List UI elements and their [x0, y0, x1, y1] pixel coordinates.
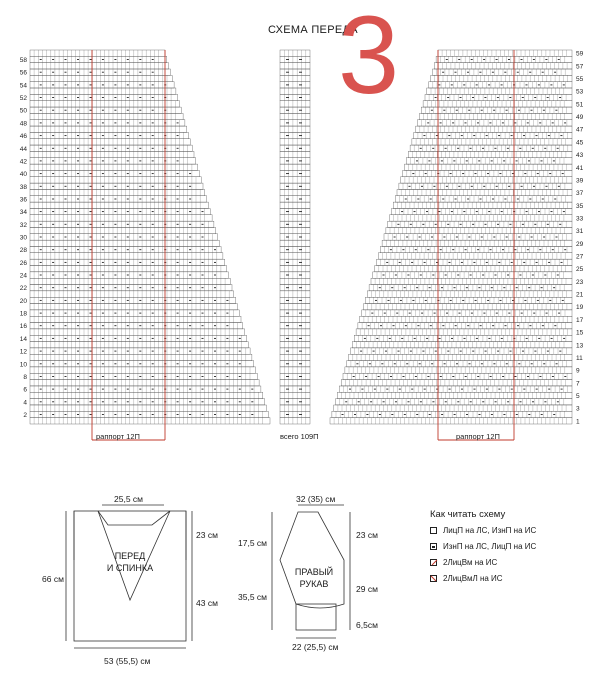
slash-right-square-icon — [430, 559, 437, 566]
sleeve-left-bottom: 35,5 см — [238, 592, 267, 602]
row-label-left: 56 — [19, 69, 27, 77]
row-label-left: 26 — [19, 259, 27, 267]
front-neck-width: 25,5 см — [114, 494, 143, 504]
row-label-left: 38 — [19, 183, 27, 191]
row-label-left: 50 — [19, 107, 27, 115]
legend-item-label: 2ЛицВм на ИС — [443, 558, 498, 567]
row-label-right: 1 — [576, 418, 580, 426]
pattern-number: 3 — [338, 0, 400, 117]
row-label-right: 43 — [576, 152, 584, 160]
row-label-left: 8 — [23, 374, 27, 381]
row-label-left: 14 — [19, 335, 27, 343]
body-neck-top — [98, 511, 170, 525]
row-label-right: 49 — [576, 114, 584, 122]
row-label-right: 27 — [576, 253, 584, 261]
legend-item-ssk — [430, 574, 503, 583]
sleeve-top-width: 32 (35) см — [296, 494, 336, 504]
front-back-label-2: И СПИНКА — [106, 563, 154, 573]
body-rect — [74, 511, 186, 641]
rapport-left-label: раппорт 12П — [96, 432, 140, 441]
total-stitches-label: всего 109П — [280, 432, 319, 441]
row-label-left: 30 — [19, 234, 27, 242]
legend-item-label: ЛицП на ЛС, ИзнП на ИС — [443, 526, 537, 535]
row-label-left: 18 — [19, 310, 27, 318]
row-label-right: 41 — [576, 164, 584, 172]
front-bottom-width: 53 (55,5) см — [104, 656, 151, 666]
row-label-right: 29 — [576, 240, 584, 248]
sleeve-label-1: ПРАВЫЙ — [294, 567, 334, 577]
row-label-left: 22 — [19, 285, 27, 293]
row-label-right: 33 — [576, 215, 584, 223]
row-label-left: 48 — [19, 120, 27, 128]
row-label-left: 32 — [19, 221, 27, 229]
row-label-right: 5 — [576, 393, 580, 400]
row-label-left: 34 — [19, 209, 27, 217]
sleeve-outline — [280, 512, 344, 608]
row-label-left: 52 — [19, 95, 27, 102]
sleeve-right-mid: 29 см — [356, 584, 378, 594]
front-back-schematic — [66, 505, 192, 648]
sleeve-left-top: 17,5 см — [238, 538, 267, 548]
row-label-right: 39 — [576, 177, 584, 185]
row-label-left: 2 — [23, 412, 27, 419]
row-label-right: 15 — [576, 329, 584, 337]
sleeve-right-top: 23 см — [356, 530, 378, 540]
sleeve-right-bottom: 6,5см — [356, 620, 378, 630]
row-label-right: 3 — [576, 405, 580, 413]
row-label-left: 44 — [19, 145, 27, 153]
legend-title: Как читать схему — [430, 509, 506, 520]
row-label-right: 19 — [576, 304, 584, 312]
row-label-left: 24 — [19, 272, 27, 280]
front-lower-height: 43 см — [196, 598, 218, 608]
legend-item-label: 2ЛицВмЛ на ИС — [443, 574, 503, 583]
row-label-right: 7 — [576, 380, 580, 388]
row-label-left: 46 — [19, 133, 27, 141]
legend-item-knit — [430, 526, 536, 535]
row-label-right: 59 — [576, 50, 584, 58]
row-label-right: 17 — [576, 316, 584, 324]
row-label-right: 45 — [576, 139, 584, 147]
sleeve-bottom-width: 22 (25,5) см — [292, 642, 339, 652]
row-label-right: 11 — [576, 354, 583, 362]
row-label-right: 23 — [576, 278, 584, 286]
row-label-left: 36 — [19, 196, 27, 204]
row-label-left: 28 — [19, 247, 27, 255]
row-label-right: 13 — [576, 342, 584, 350]
front-back-label-1: ПЕРЕД — [114, 551, 146, 561]
row-label-left: 42 — [19, 158, 27, 166]
row-label-right: 37 — [576, 190, 584, 198]
row-label-right: 53 — [576, 88, 584, 96]
row-label-left: 40 — [19, 171, 27, 179]
row-label-right: 9 — [576, 367, 580, 375]
row-label-left: 10 — [19, 361, 27, 369]
row-label-right: 57 — [576, 63, 584, 71]
row-label-left: 54 — [19, 82, 27, 90]
rapport-right-label: раппорт 12П — [456, 432, 500, 441]
dash-square-icon — [430, 543, 437, 550]
legend-item-purl — [430, 542, 536, 551]
row-label-left: 6 — [23, 386, 27, 394]
legend-item-label: ИзнП на ЛС, ЛицП на ИС — [443, 542, 537, 551]
row-label-right: 25 — [576, 266, 584, 274]
row-label-left: 58 — [19, 57, 27, 64]
row-label-right: 21 — [576, 291, 584, 299]
row-label-right: 55 — [576, 76, 584, 83]
body-outline — [75, 512, 185, 640]
front-total-height: 66 см — [42, 574, 64, 584]
slash-left-square-icon — [430, 575, 437, 582]
chart-title: СХЕМА ПЕРЕДА — [268, 24, 358, 36]
empty-square-icon — [430, 527, 437, 534]
front-top-depth: 23 см — [196, 530, 218, 540]
row-label-right: 51 — [576, 101, 584, 109]
legend-item-k2tog — [430, 558, 497, 567]
row-label-left: 12 — [19, 348, 27, 356]
row-label-right: 35 — [576, 202, 584, 210]
row-label-left: 16 — [19, 323, 27, 331]
sleeve-label-2: РУКАВ — [299, 579, 329, 589]
row-label-right: 31 — [576, 228, 584, 236]
row-label-left: 20 — [19, 297, 27, 305]
row-label-left: 4 — [23, 399, 27, 407]
row-label-right: 47 — [576, 126, 584, 134]
